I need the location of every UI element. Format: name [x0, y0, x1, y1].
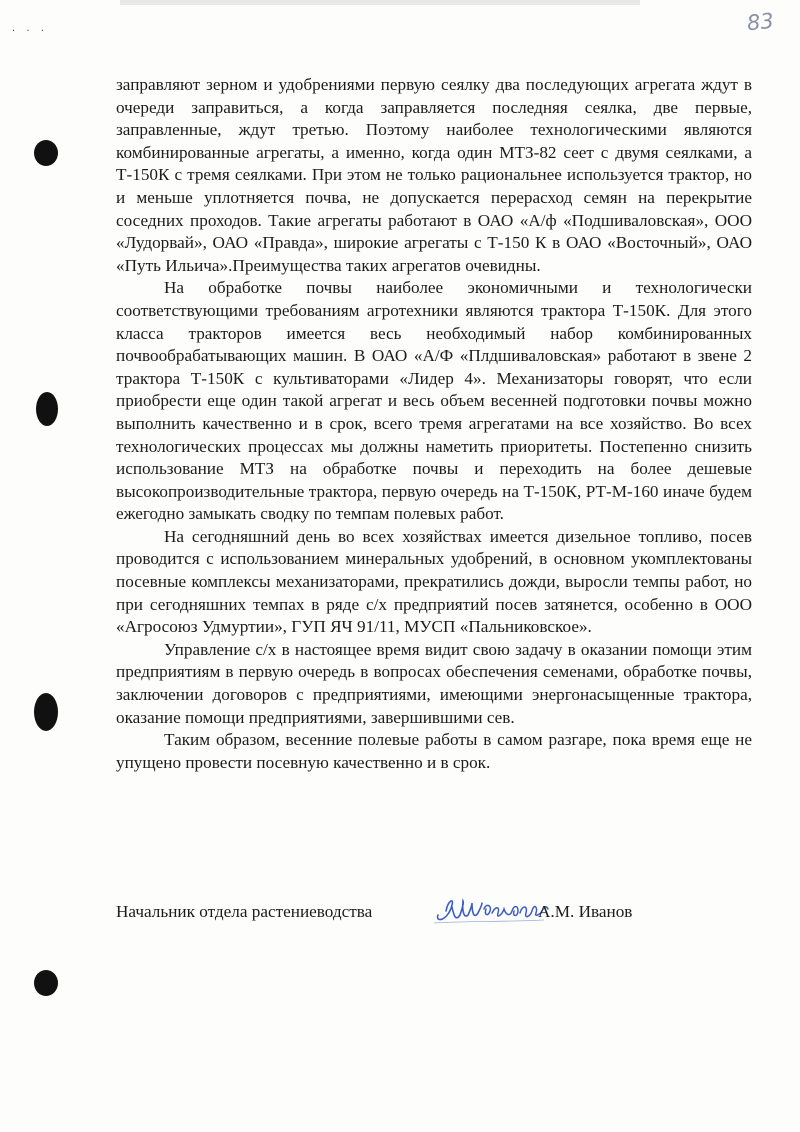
paragraph: На сегодняшний день во всех хозяйствах имеется дизельное топливо, посев проводится с использованием минеральных удобрений, в основном укомплектованы посевные комплексы механизаторами, прекратились дожди, выросли темпы работ, но при сегодняшних темпах в ряде с/х предприятий посев затянется, особенно в ООО «Агросоюз Удмуртии», ГУП ЯЧ 91/11, МУСП «Пальниковское». — [116, 526, 752, 637]
paragraph: Управление с/х в настоящее время видит свою задачу в оказании помощи этим предприятиям в первую очередь в вопросах обеспечения семенами, обработке почвы, заключении договоров с предприятиями, имеющими энергонасыщенные трактора, оказание помощи предприятиями, завершившими сев. — [116, 639, 752, 727]
signature-block — [116, 899, 676, 929]
punch-hole — [34, 970, 58, 996]
punch-hole — [36, 392, 58, 426]
handwritten-signature — [432, 893, 550, 927]
punch-hole — [34, 140, 58, 166]
paragraph: Таким образом, весенние полевые работы в самом разгаре, пока время еще не упущено провести посевную качественно и в срок. — [116, 730, 752, 772]
signatory-position: Начальник отдела растениеводства — [116, 902, 373, 921]
paragraph: На обработке почвы наиболее экономичными и технологически соответствующими требованиям агротехники являются трактора Т-150К. Для этого класса тракторов имеется весь необходимый набор комбинированных почвообрабатывающих машин. В ОАО «А/Ф «Плдшиваловская» работают в звене 2 трактора Т-150К с культиваторами «Лидер 4». Механизаторы говорят, что если приобрести еще один такой агрегат и весь объем весенней подготовки почвы можно выполнить качественно и в срок, всего тремя агрегатами на все хозяйство. Во всех технологических процессах мы должны наметить приоритеты. Постепенно снизить использование МТЗ на обработке почвы и переходить на более дешевые высокопроизводительные трактора, первую очередь на Т-150К, РТ-М-160 иначе будем ежегодно замыкать сводку по темпам полевых работ. — [116, 278, 752, 524]
document-body — [116, 74, 752, 774]
signatory-name: А.М. Иванов — [538, 902, 633, 921]
page-number: 83 — [746, 8, 776, 36]
scan-edge-strip — [120, 0, 640, 5]
corner-marks: · · · — [12, 26, 48, 37]
punch-hole — [34, 693, 58, 731]
paragraph: заправляют зерном и удобрениями первую сеялку два последующих агрегата ждут в очереди заправиться, а когда заправляется последняя сеялка, две первые, заправленные, ждут третью. Поэтому наиболее технологическими являются комбинированные агрегаты, а именно, когда один МТЗ-82 сеет с двумя сеялками, а Т-150К с тремя сеялками. При этом не только рациональнее используется трактор, но и меньше уплотняется почва, не допускается перерасход семян на перекрытие соседних проходов. Такие агрегаты работают в ОАО «А/ф «Подшиваловская», ООО «Лудорвай», ОАО «Правда», широкие агрегаты с Т-150 К в ОАО «Восточный», ОАО «Путь Ильича».Преимущества таких агрегатов очевидны. — [116, 75, 752, 275]
